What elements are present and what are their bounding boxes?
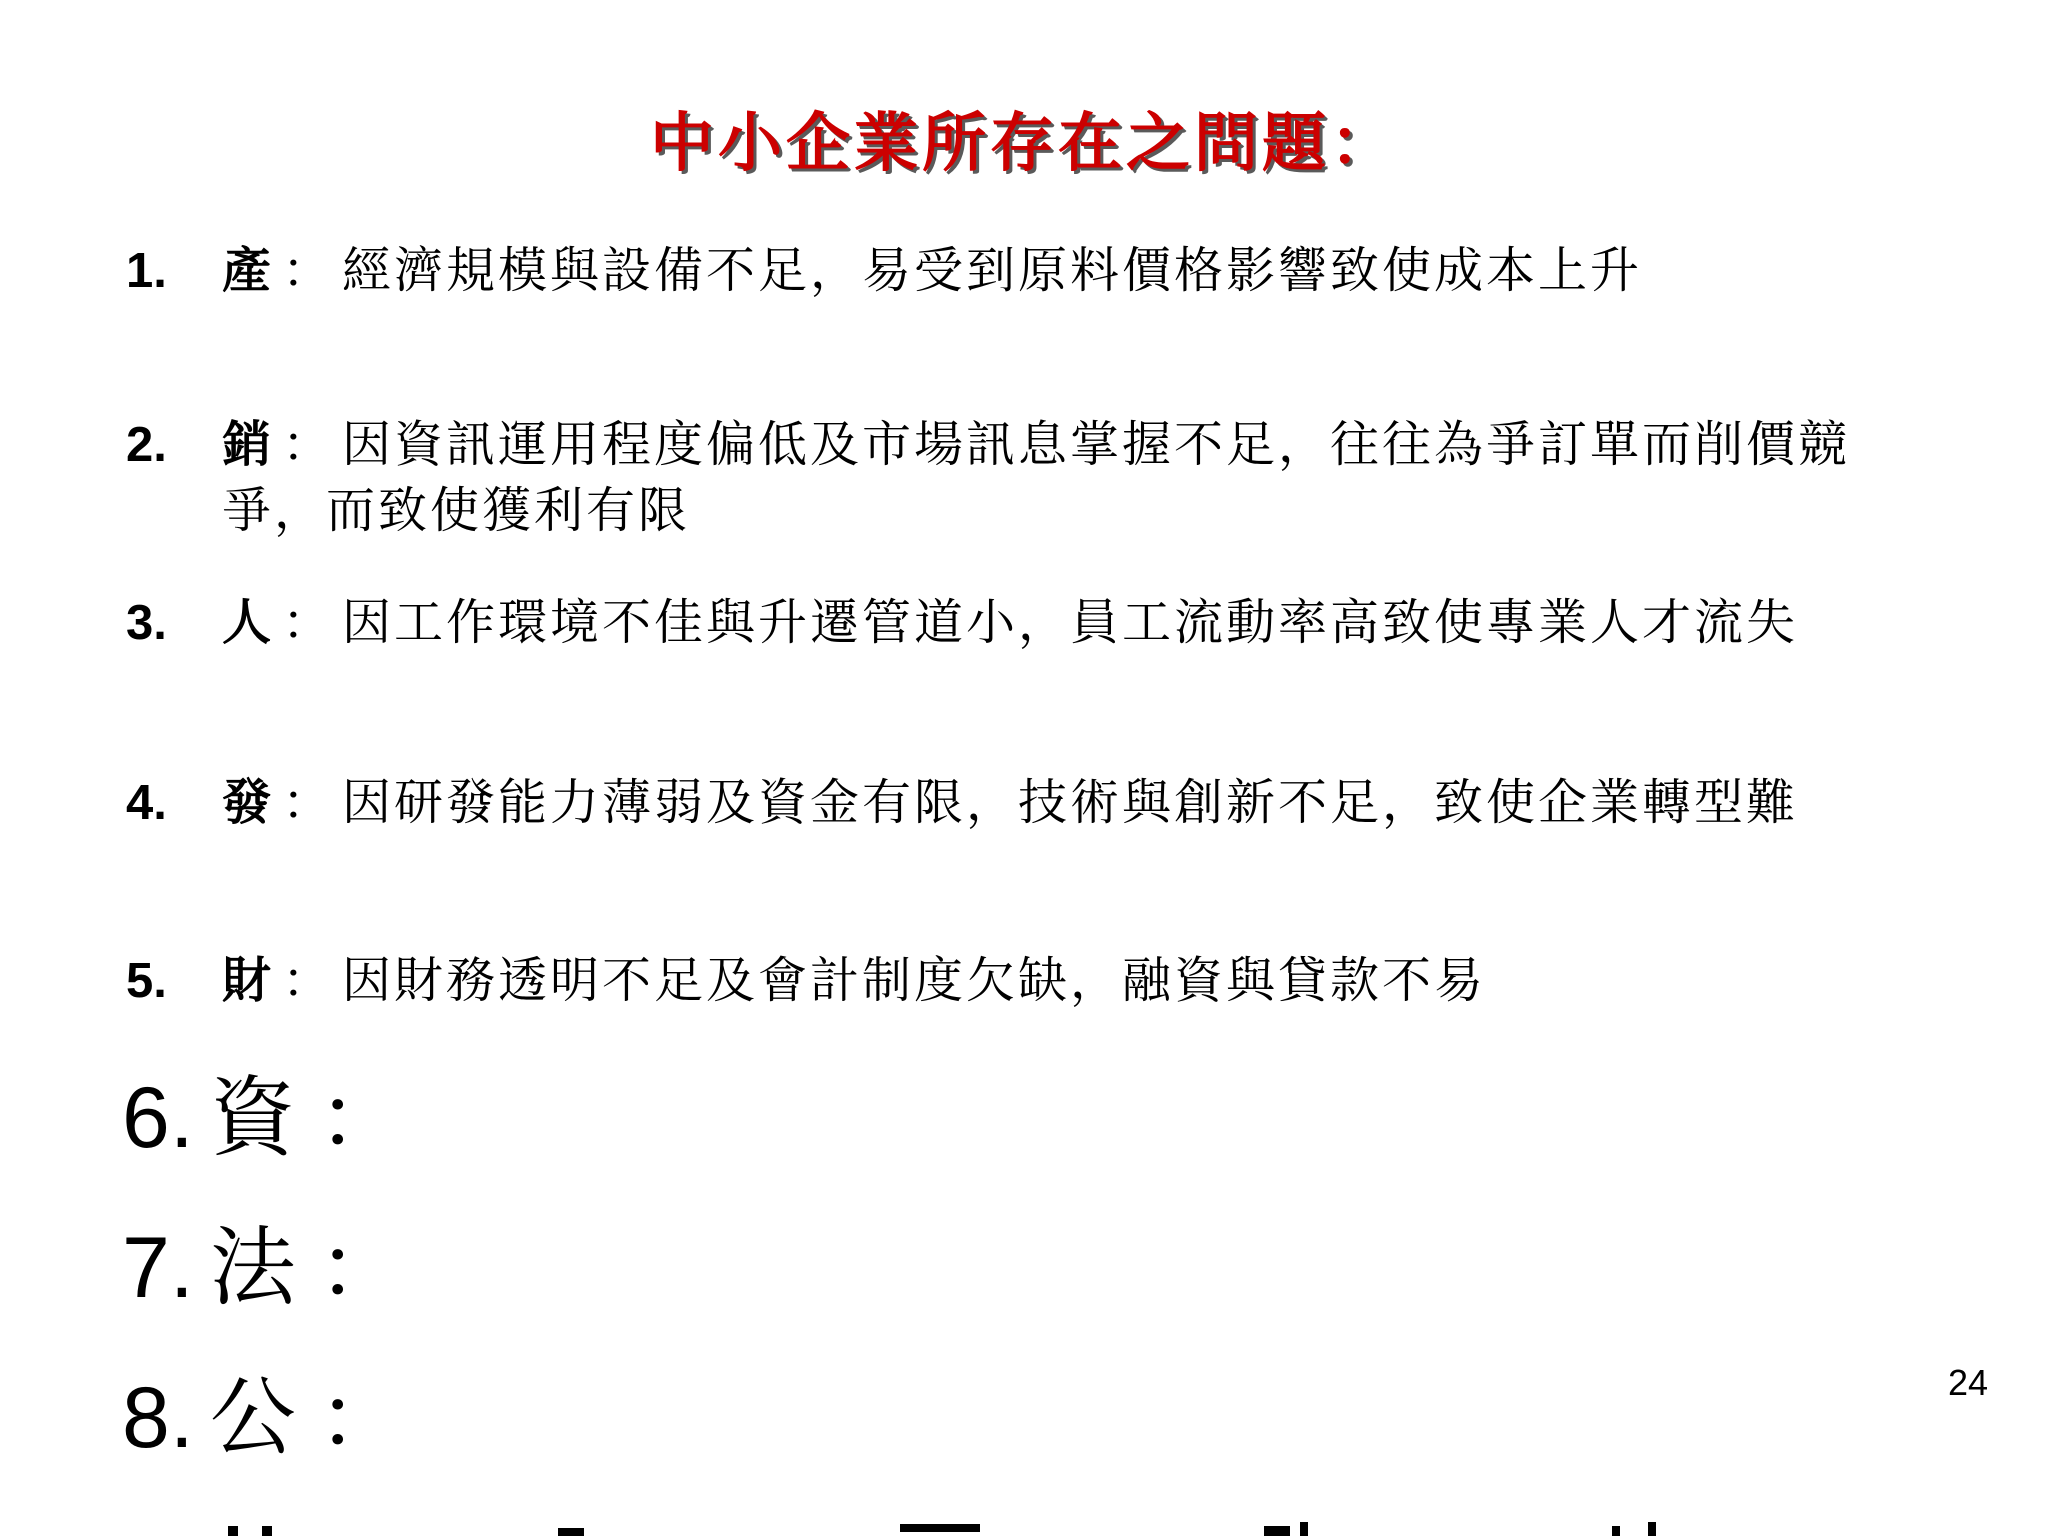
list-item-6 <box>122 1068 404 1168</box>
item-text: 因研發能力薄弱及資金有限，技術與創新不足，致使企業轉型難 <box>342 774 1799 831</box>
item-number: 3. <box>126 596 167 650</box>
item-keyword: 產 <box>222 242 275 299</box>
item-separator: ： <box>282 594 335 651</box>
item-number: 1. <box>126 244 167 298</box>
cut-off-text-row <box>0 1504 2048 1536</box>
item-body <box>222 948 1942 1014</box>
item-number: 6. <box>122 1070 194 1166</box>
item-separator: ： <box>282 774 335 831</box>
item-separator: ： <box>282 416 335 473</box>
item-keyword: 法 <box>209 1218 296 1318</box>
item-text: 因財務透明不足及會計制度欠缺，融資與貸款不易 <box>342 952 1487 1009</box>
item-text: 因工作環境不佳與升遷管道小，員工流動率高致使專業人才流失 <box>342 594 1799 651</box>
item-body <box>222 412 1942 544</box>
item-number: 7. <box>122 1220 194 1316</box>
item-text: 經濟規模與設備不足，易受到原料價格影響致使成本上升 <box>342 242 1643 299</box>
item-keyword: 發 <box>222 774 275 831</box>
item-separator: ： <box>317 1068 404 1168</box>
item-separator: ： <box>282 952 335 1009</box>
item-body <box>222 590 1942 656</box>
item-separator: ： <box>317 1368 404 1468</box>
cut-off-glyph-fragments <box>0 1504 2048 1536</box>
item-number: 8. <box>122 1370 194 1466</box>
item-separator: ： <box>282 242 335 299</box>
item-number: 2. <box>126 418 167 472</box>
item-text: 因資訊運用程度偏低及市場訊息掌握不足，往往為爭訂單而削價競爭，而致使獲利有限 <box>222 416 1851 539</box>
page-number: 24 <box>1947 1362 1988 1403</box>
item-number: 5. <box>126 954 167 1008</box>
slide-title: 中小企業所存在之問題： <box>650 107 1398 181</box>
item-keyword: 銷 <box>222 416 275 473</box>
list-item-8 <box>122 1368 404 1468</box>
item-body <box>222 770 1942 836</box>
item-number: 4. <box>126 776 167 830</box>
item-keyword: 公 <box>209 1368 296 1468</box>
item-keyword: 資 <box>209 1068 296 1168</box>
item-keyword: 人 <box>222 594 275 651</box>
item-separator: ： <box>317 1218 404 1318</box>
item-body <box>222 238 1942 304</box>
list-item-7 <box>122 1218 404 1318</box>
item-keyword: 財 <box>222 952 275 1009</box>
